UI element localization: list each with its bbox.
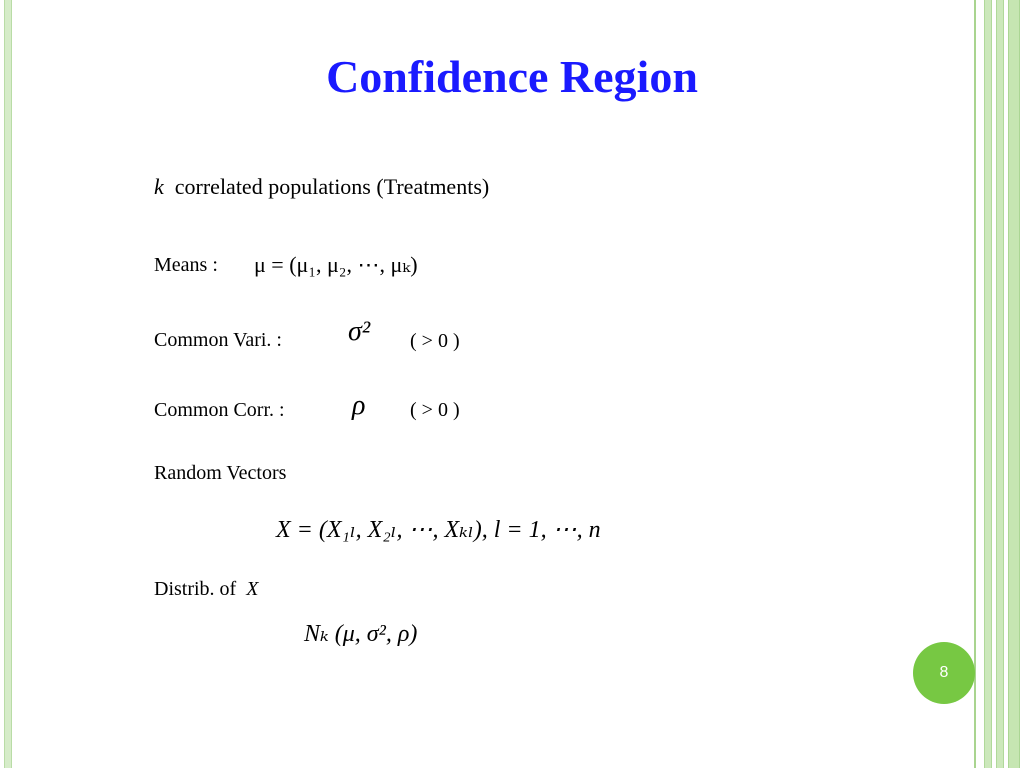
random-vectors-formula: X = (X₁ₗ, X₂ₗ, ⋯, Xₖₗ), l = 1, ⋯, n bbox=[276, 517, 601, 543]
slide-title: Confidence Region bbox=[326, 51, 698, 102]
means-label: Means : bbox=[154, 254, 218, 276]
corr-label: Common Corr. : bbox=[154, 399, 285, 421]
variance-symbol: σ² bbox=[348, 316, 371, 347]
corr-condition: ( > 0 ) bbox=[410, 399, 460, 421]
random-vectors-label: Random Vectors bbox=[154, 462, 287, 484]
populations-text: correlated populations (Treatments) bbox=[174, 174, 490, 199]
right-decorative-stripe-3 bbox=[996, 0, 1004, 768]
right-decorative-stripe-4 bbox=[1008, 0, 1020, 768]
variance-condition: ( > 0 ) bbox=[410, 330, 460, 352]
k-symbol: k bbox=[154, 174, 164, 199]
distrib-symbol: X bbox=[246, 578, 259, 600]
right-decorative-stripe-1 bbox=[974, 0, 976, 768]
distrib-line bbox=[154, 578, 258, 601]
means-formula: μ = (μ₁, μ₂, ⋯, μₖ) bbox=[254, 252, 418, 277]
corr-symbol: ρ bbox=[352, 390, 366, 421]
page-number-badge: 8 bbox=[913, 642, 975, 704]
variance-label: Common Vari. : bbox=[154, 329, 282, 351]
left-decorative-stripe bbox=[4, 0, 12, 768]
distrib-formula: Nₖ (μ, σ², ρ) bbox=[304, 621, 418, 647]
distrib-label: Distrib. of bbox=[154, 578, 237, 600]
right-decorative-stripe-2 bbox=[984, 0, 992, 768]
populations-line bbox=[154, 174, 489, 200]
